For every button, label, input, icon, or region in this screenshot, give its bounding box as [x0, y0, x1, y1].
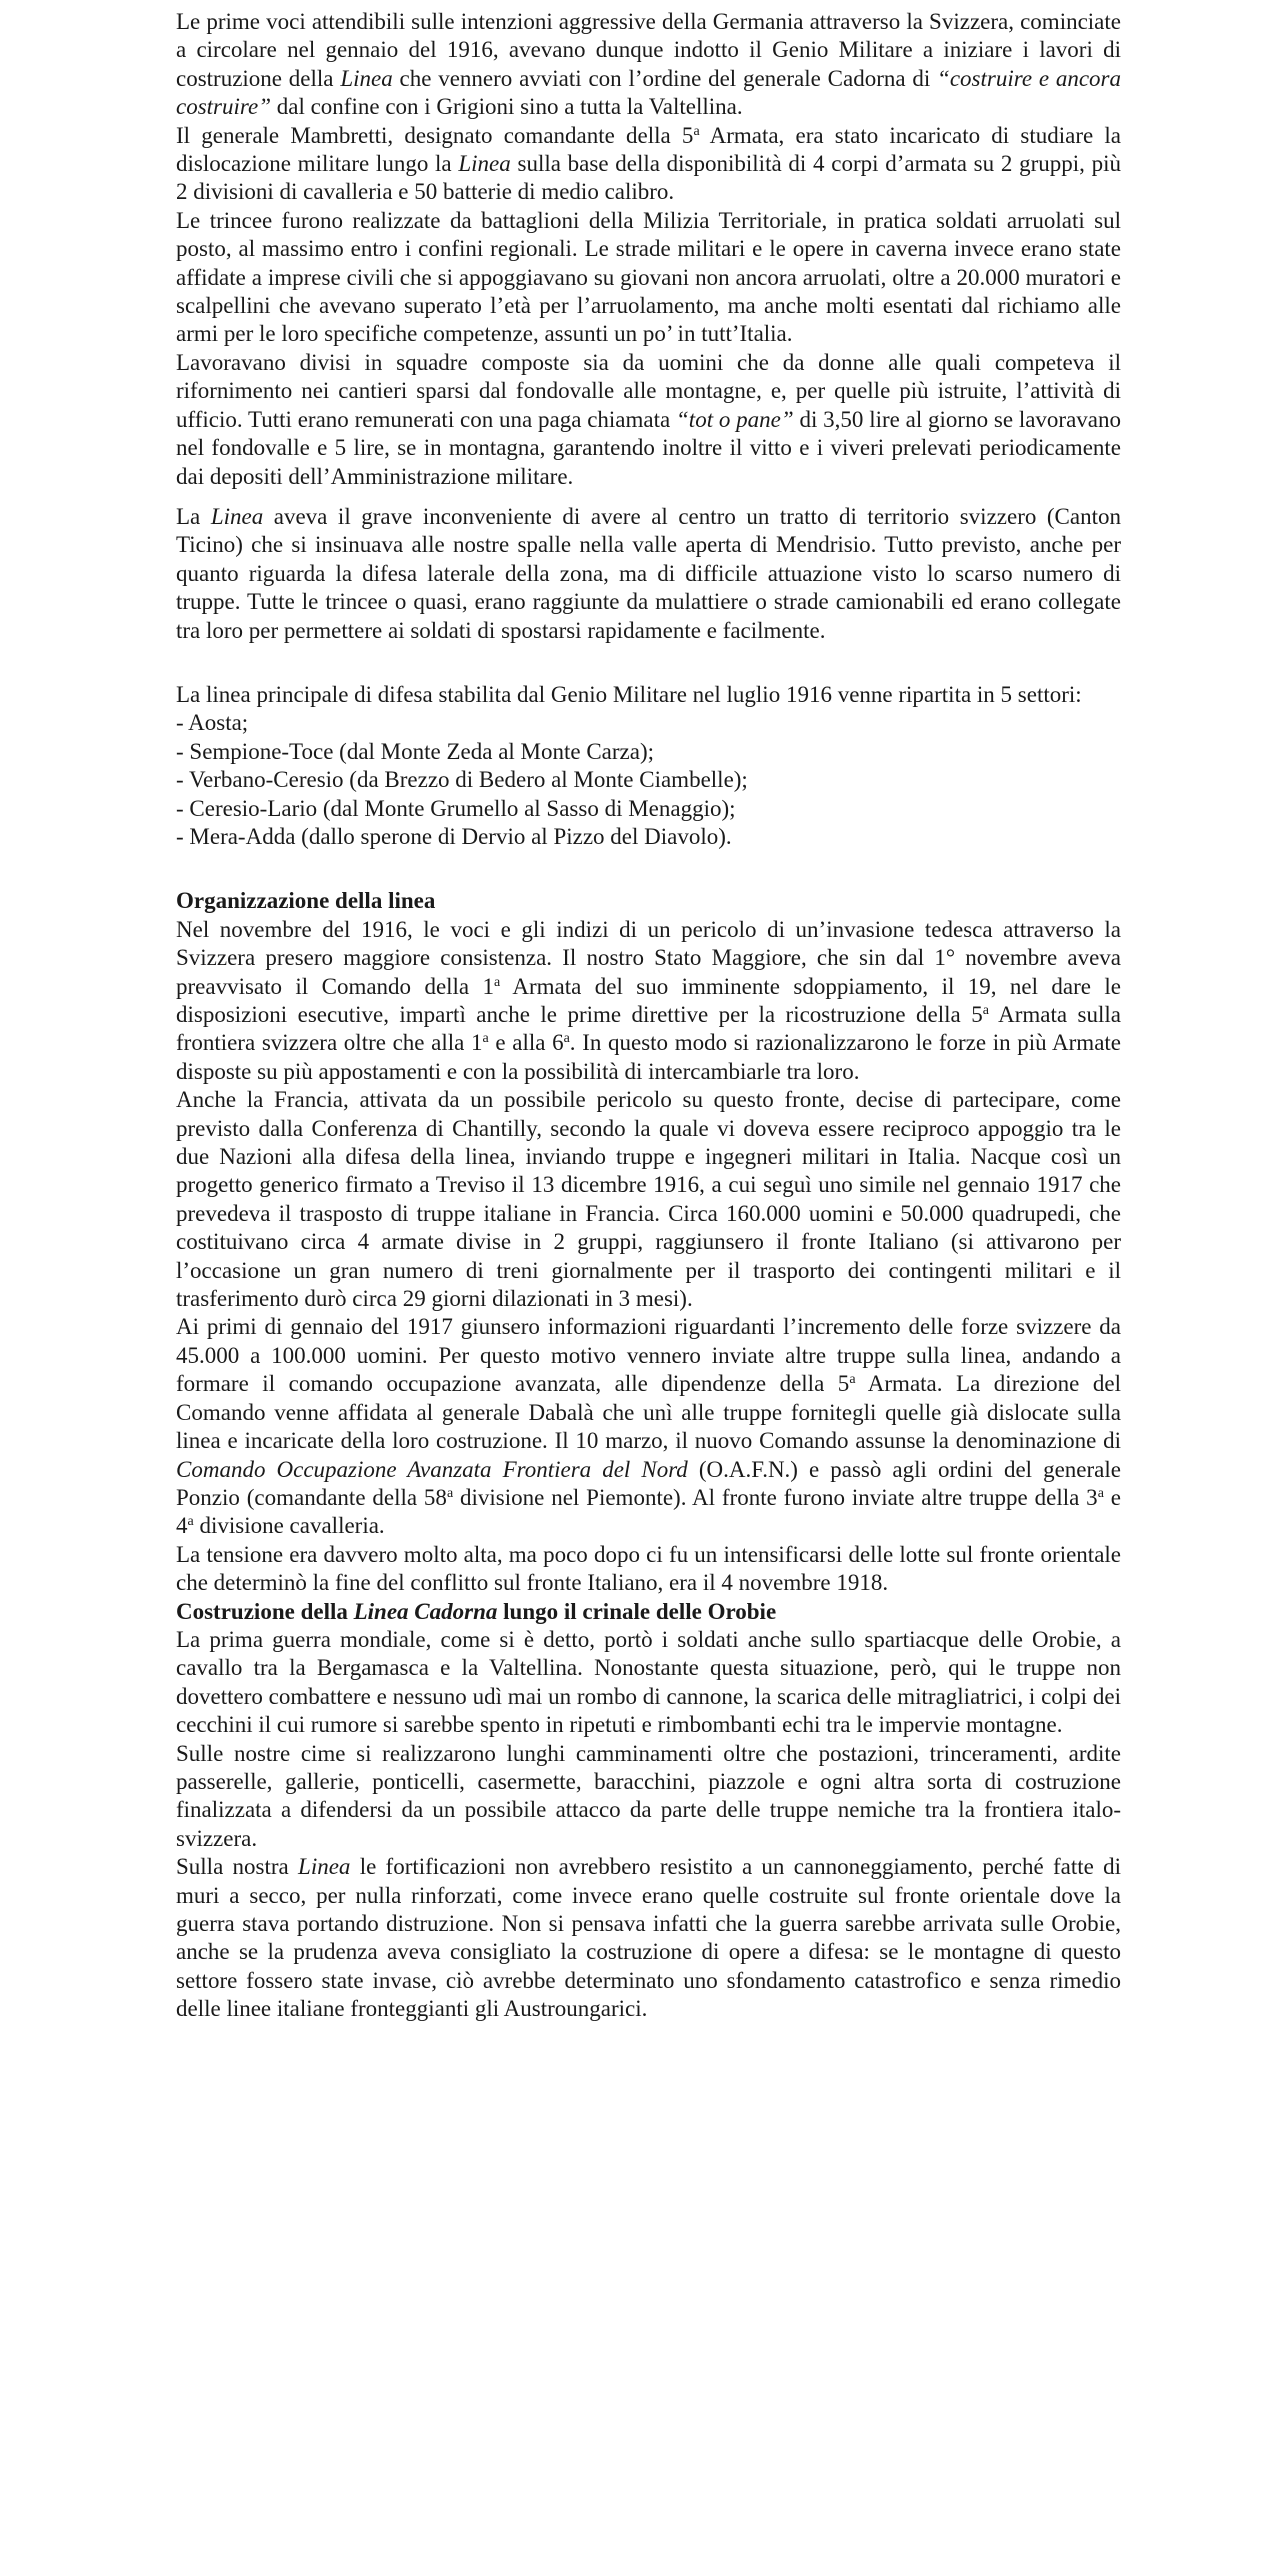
- section-heading: Organizzazione della linea: [176, 888, 436, 914]
- paragraph: La prima guerra mondiale, come si è detto, portò i soldati anche sullo spartiacque delle Orobie, a cavallo tra la Bergamasca e la Valtellina. Nonostante questa situazione, però, qui le truppe non dovettero combattere e nessuno udì mai un rombo di cannone, la scarica delle mitragliatrici, i colpi dei cecchini il cui rumore si sarebbe spento in ripetuti e rimbombanti echi tra le impervie montagne.: [176, 1626, 1121, 1738]
- paragraph: Nel novembre del 1916, le voci e gli indizi di un pericolo di un’invasione tedesca attraverso la Svizzera presero maggiore consistenza. Il nostro Stato Maggiore, che sin dal 1° novembre aveva preavvisato il Comando della 1$^a$ Armata del suo imminente sdoppiamento, il 19, nel dare le disposizioni esecutive, impartì anche le prime direttive per la ricostruzione della 5$^a$ Armata sulla frontiera svizzera oltre che alla 1$^a$ e alla 6$^a$. In questo modo si razionalizzarono le forze in più Armate disposte su più appostamenti e con la possibilità di intercambiarle tra loro.: [176, 916, 1121, 1084]
- paragraph: Sulle nostre cime si realizzarono lunghi camminamenti oltre che postazioni, trinceramenti, ardite passerelle, gallerie, ponticelli, casermette, baracchini, piazzole e ogni altra sorta di costruzione finalizzata a difendersi da un possibile attacco da parte delle truppe nemiche tra la frontiera italo-svizzera.: [176, 1740, 1121, 1851]
- paragraph: La linea principale di difesa stabilita dal Genio Militare nel luglio 1916 venne ripartita in 5 settori:: [176, 681, 1082, 707]
- paragraph: Lavoravano divisi in squadre composte sia da uomini che da donne alle quali competeva il rifornimento nei cantieri sparsi dal fondovalle alle montagne, e, per quelle più istruite, l’attività di ufficio. Tutti erano remunerati con una paga chiamata “tot o pane” di 3,50 lire al giorno se lavoravano nel fondovalle e 5 lire, se in montagna, garantendo inoltre il vitto e i viveri prelevati periodicamente dai depositi dell’Amministrazione militare.: [176, 349, 1122, 489]
- list-item: - Mera-Adda (dallo sperone di Dervio al Pizzo del Diavolo).: [176, 823, 732, 849]
- paragraph: La Linea aveva il grave inconveniente di avere al centro un tratto di territorio svizzero (Canton Ticino) che si insinuava alle nostre spalle nella valle aperta di Mendrisio. Tutto previsto, anche per quanto riguarda la difesa laterale della zona, ma di difficile attuazione visto lo scarso numero di truppe. Tutte le trincee o quasi, erano raggiunte da mulattiere o strade camionabili ed erano collegate tra loro per permettere ai soldati di spostarsi rapidamente e facilmente.: [176, 503, 1121, 643]
- list-item: - Aosta;: [176, 710, 249, 736]
- section-heading: Costruzione della Linea Cadorna lungo il crinale delle Orobie: [176, 1598, 777, 1624]
- sector-list: [176, 709, 1121, 851]
- paragraph: Il generale Mambretti, designato comandante della 5$^a$ Armata, era stato incaricato di studiare la dislocazione militare lungo la Linea sulla base della disponibilità di 4 corpi d’armata su 2 gruppi, più 2 divisioni di cavalleria e 50 batterie di medio calibro.: [176, 122, 1121, 205]
- paragraph: Le prime voci attendibili sulle intenzioni aggressive della Germania attraverso la Svizzera, cominciate a circolare nel gennaio del 1916, avevano dunque indotto il Genio Militare a iniziare i lavori di costruzione della Linea che vennero avviati con l’ordine del generale Cadorna di “costruire e ancora costruire” dal confine con i Grigioni sino a tutta la Valtellina.: [176, 9, 1121, 120]
- paragraph: Anche la Francia, attivata da un possibile pericolo su questo fronte, decise di partecipare, come previsto dalla Conferenza di Chantilly, secondo la quale vi doveva essere reciproco appoggio tra le due Nazioni alla difesa della linea, inviando truppe e ingegneri militari in Italia. Nacque così un progetto generico firmato a Treviso il 13 dicembre 1916, a cui seguì uno simile nel gennaio 1917 che prevedeva il trasposto di truppe italiane in Francia. Circa 160.000 uomini e 50.000 quadrupedi, che costituivano circa 4 armate divise in 2 gruppi, raggiunsero il fronte Italiano (si attivarono per l’occasione un gran numero di treni giornalmente per il trasporto dei contingenti militari e il trasferimento durò circa 29 giorni dilazionati in 3 mesi).: [176, 1087, 1121, 1312]
- document-page: [176, 8, 1121, 2024]
- list-item: - Sempione-Toce (dal Monte Zeda al Monte Carza);: [176, 738, 655, 764]
- paragraph: Le trincee furono realizzate da battaglioni della Milizia Territoriale, in pratica soldati arruolati sul posto, al massimo entro i confini regionali. Le strade militari e le opere in caverna invece erano state affidate a imprese civili che si appoggiavano su giovani non ancora arruolati, oltre a 20.000 muratori e scalpellini che avevano superato l’età per l’arruolamento, ma anche molti esentati dal richiamo alle armi per le loro specifiche competenze, assunti un po’ in tutt’Italia.: [176, 207, 1121, 347]
- list-item: - Verbano-Ceresio (da Brezzo di Bedero al Monte Ciambelle);: [176, 767, 748, 793]
- paragraph: Sulla nostra Linea le fortificazioni non avrebbero resistito a un cannoneggiamento, perché fatte di muri a secco, per nulla rinforzati, come invece erano quelle costruite sul fronte orientale dove la guerra stava portando distruzione. Non si pensava infatti che la guerra sarebbe arrivata sulle Orobie, anche se la prudenza aveva consigliato la costruzione di opere a difesa: se le montagne di questo settore fossero state invase, ciò avrebbe determinato uno sfondamento catastrofico e senza rimedio delle linee italiane fronteggianti gli Austroungarici.: [176, 1854, 1121, 2022]
- paragraph: Ai primi di gennaio del 1917 giunsero informazioni riguardanti l’incremento delle forze svizzere da 45.000 a 100.000 uomini. Per questo motivo vennero inviate altre truppe sulla linea, andando a formare il comando occupazione avanzata, alle dipendenze della 5$^a$ Armata. La direzione del Comando venne affidata al generale Dabalà che unì alle truppe fornitegli quelle già dislocate sulla linea e incaricate della loro costruzione. Il 10 marzo, il nuovo Comando assunse la denominazione di Comando Occupazione Avanzata Frontiera del Nord (O.A.F.N.) e passò agli ordini del generale Ponzio (comandante della 58$^a$ divisione nel Piemonte). Al fronte furono inviate altre truppe della 3$^a$ e 4$^a$ divisione cavalleria.: [176, 1314, 1121, 1539]
- list-item: - Ceresio-Lario (dal Monte Grumello al Sasso di Menaggio);: [176, 795, 736, 821]
- paragraph: La tensione era davvero molto alta, ma poco dopo ci fu un intensificarsi delle lotte sul fronte orientale che determinò la fine del conflitto sul fronte Italiano, era il 4 novembre 1918.: [176, 1541, 1121, 1596]
